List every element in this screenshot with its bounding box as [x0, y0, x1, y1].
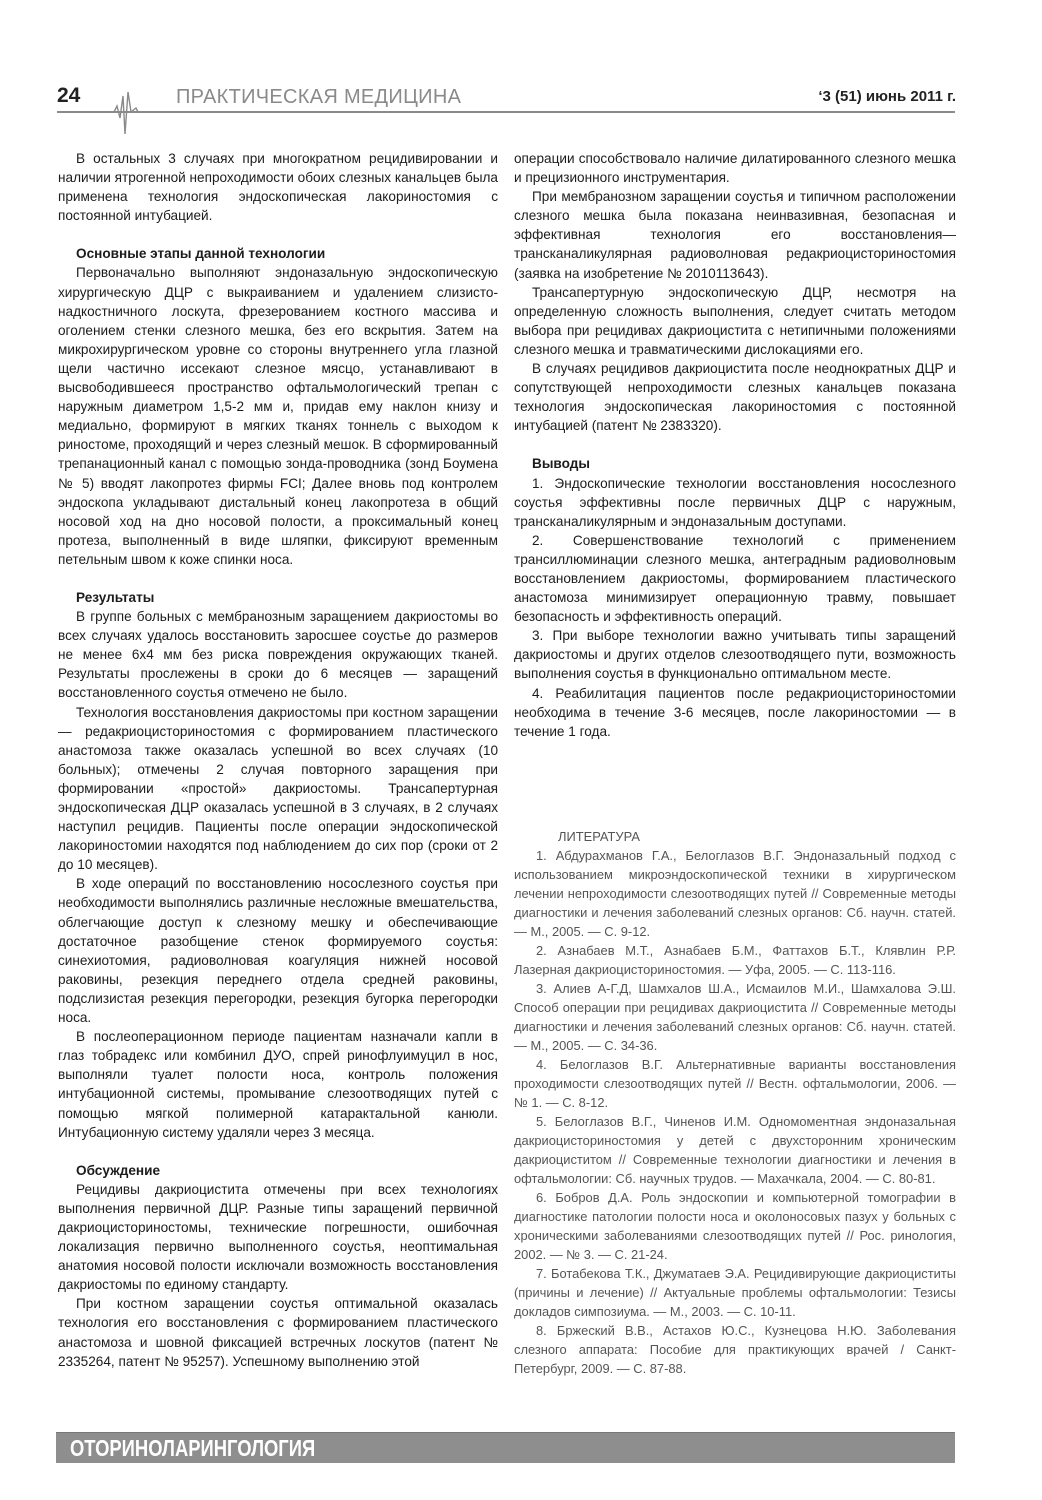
reference-item: 1. Абдурахманов Г.А., Белоглазов В.Г. Эндоназальный подход с использованием микроэндоскопической техники в хирургическом лечении непроходимости слезоотводящих путей // Современные методы диагностики и лечения заболеваний слезных органов: Сб. научн. статей. — М., 2005. — С. 9-12. — [514, 848, 956, 939]
reference-item: 6. Бобров Д.А. Роль эндоскопии и компьютерной томографии в диагностике патологии полости носа и околоносовых пазух у больных с хроническими заболеваниями слезоотводящих путей // Рос. ринология, 2002. — № 3. — С. 21-24. — [514, 1190, 956, 1262]
conclusion-item: 4. Реабилитация пациентов после редакриоцисториностомии необходима в течение 3-6 месяцев, после лакориностомии — в течение 1 года. — [514, 685, 956, 739]
references — [514, 827, 956, 1378]
reference-item: 4. Белоглазов В.Г. Альтернативные варианты восстановления проходимости слезоотводящих путей // Вестн. офтальмологии, 2006. — № 1. — С. 8-12. — [514, 1057, 956, 1110]
right-column — [514, 149, 956, 741]
heartbeat-pulse-icon — [108, 88, 168, 138]
paragraph: При мембранозном заращении соустья и типичном расположении слезного мешка была показана неинвазивная, безопасная и эффективная технология его восстановления— трансканаликулярная радиоволновая редакриоцисториностомия (заявка на изобретение № 2010113643). — [514, 189, 956, 281]
paragraph: Трансапертурную эндоскопическую ДЦР, несмотря на определенную сложность выполнения, следует считать методом выбора при рецидивах дакриоцистита с нетипичными положениями слезного мешка и травматическими дислокациями его. — [514, 284, 956, 357]
conclusion-item: 3. При выборе технологии важно учитывать типы заращений дакриостомы и других отделов слезоотводящего пути, возможность выполнения соустья в функционально оптимальном месте. — [514, 628, 956, 682]
paragraph: Первоначально выполняют эндоназальную эндоскопическую хирургическую ДЦР с выкраиванием и удалением слизисто-надкостничного лоскута, фрезерованием костного массива и оголением стенки слезного мешка, без его вскрытия. Затем на микрохирургическом уровне со стороны внутреннего угла глазной щели частично иссекают слезное мясцо, устанавливают в высвободившееся пространство офтальмологический трепан с наружным диаметром 1,5-2 мм и, придав ему наклон книзу и медиально, формируют в мягких тканях тоннель с выходом к риностоме, проходящий и через слезный мешок. В сформированный трепанационный канал с помощью зонда-проводника (зонд Боумена № 5) вводят лакопротез фирмы FCI; Далее вновь под контролем эндоскопа укладывают дистальный конец лакопротеза в общий носовой ход на дно носовой полости, а проксимальный конец протеза, выполненный в виде шляпки, фиксируют временным петельным швом к коже спинки носа. — [58, 265, 498, 567]
section-heading-stages: Основные этапы данной технологии — [76, 246, 326, 262]
page-number: 24 — [57, 84, 81, 107]
reference-item: 2. Азнабаев М.Т., Азнабаев Б.М., Фаттахов Б.Т., Клявлин Р.Р. Лазерная дакриоцисториностомия. — Уфа, 2005. — С. 113-116. — [514, 943, 956, 977]
paragraph: В ходе операций по восстановлению носослезного соустья при необходимости выполнялись различные несложные вмешательства, облегчающие доступ к слезному мешку и обеспечивающие достаточное разобщение стенок формируемого соустья: синехиотомия, радиоволновая коагуляция нижней носовой раковины, резекция переднего отдела средней раковины, подслизистая резекция перегородки, резекция бугорка перегородки носа. — [58, 876, 498, 1026]
paragraph: При костном заращении соустья оптимальной оказалась технология его восстановления с формированием пластического анастомоза и шовной фиксацией встречных лоскутов (патент № 2335264, патент № 95257). Успешному выполнению этой — [58, 1296, 498, 1369]
paragraph: Рецидивы дакриоцистита отмечены при всех технологиях выполнения первичной ДЦР. Разные типы заращений первичной дакриоцисториностомы, технические погрешности, ошибочная локализация первично выполненного соустья, неоптимальная анатомия носовой полости исключали возможность восстановления дакриостомы по единому стандарту. — [58, 1181, 498, 1293]
paragraph: операции способствовало наличие дилатированного слезного мешка и прецизионного инструментария. — [514, 151, 956, 186]
reference-item: 5. Белоглазов В.Г., Чиненов И.М. Одномоментная эндоназальная дакриоцисториностомия у детей с двухсторонним хроническим дакриоциститом // Современные технологии диагностики и лечения в офтальмологии: Сб. научных трудов. — Махачкала, 2004. — С. 80-81. — [514, 1114, 956, 1186]
header-divider — [57, 111, 955, 113]
section-label: ОТОРИНОЛАРИНГОЛОГИЯ — [70, 1435, 316, 1461]
issue-info: ‘3 (51) июнь 2011 г. — [818, 88, 956, 105]
journal-title: ПРАКТИЧЕСКАЯ МЕДИЦИНА — [176, 86, 462, 108]
reference-item: 3. Алиев А-Г.Д, Шамхалов Ш.А., Исмаилов М.И., Шамхалова Э.Ш. Способ операции при рецидивах дакриоцистита // Современные методы диагностики и лечения заболеваний слезных органов: Сб. научн. статей. — М., 2005. — С. 34-36. — [514, 981, 956, 1053]
left-column — [58, 149, 498, 1371]
references-heading: ЛИТЕРАТУРА — [558, 829, 640, 844]
conclusion-item: 2. Совершенствование технологий с применением трансиллюминации слезного мешка, антеградным радиоволновым восстановлением дакриостомы, формированием пластического анастомоза минимизирует операционную травму, повышает безопасность и эффективность операций. — [514, 532, 956, 625]
paragraph: В группе больных с мембранозным заращением дакриостомы во всех случаях удалось восстановить заросшее соустье до размеров не менее 6х4 мм без риска повреждения окружающих тканей. Результаты прослежены в сроки до 6 месяцев — заращений восстановленного соустья отмечено не было. — [58, 609, 498, 701]
conclusion-item: 1. Эндоскопические технологии восстановления носослезного соустья эффективны после первичных ДЦР с наружным, трансканаликулярным и эндоназальным доступами. — [514, 475, 956, 529]
paragraph: Технология восстановления дакриостомы при костном заращении — редакриоцисториностомия с формированием пластического анастомоза также оказалась успешной во всех случаях (10 больных); отмечены 2 случая повторного заращения при формировании «простой» дакриостомы. Трансапертурная эндоскопическая ДЦР оказалась успешной в 3 случаях, в 2 случаях наступил рецидив. Пациенты после операции эндоскопической лакориностомии находятся под наблюдением до сих пор (сроки от 2 до 10 месяцев). — [58, 704, 498, 873]
paragraph: В случаях рецидивов дакриоцистита после неоднократных ДЦР и сопутствующей непроходимости слезных канальцев показана технология эндоскопическая лакориностомия с постоянной интубацией (патент № 2383320). — [514, 361, 956, 434]
section-heading-conclusions: Выводы — [532, 456, 590, 472]
section-footer-bar — [56, 1432, 955, 1463]
section-heading-results: Результаты — [76, 589, 155, 605]
section-heading-discussion: Обсуждение — [76, 1162, 161, 1178]
reference-item: 7. Ботабекова Т.К., Джуматаев Э.А. Рецидивирующие дакриоциститы (причины и лечение) // Актуальные проблемы офтальмологии: Тезисы докладов симпозиума. — М., 2003. — С. 10-11. — [514, 1266, 956, 1319]
paragraph: В послеоперационном периоде пациентам назначали капли в глаз тобрадекс или комбинил ДУО, спрей ринофлуимуцил в нос, выполняли туалет полости носа, контроль положения интубационной системы, промывание слезоотводящих путей с помощью мягкой полимерной катарактальной канюли. Интубационную систему удаляли через 3 месяца. — [58, 1029, 498, 1140]
paragraph: В остальных 3 случаях при многократном рецидивировании и наличии ятрогенной непроходимости обоих слезных канальцев была применена технология эндоскопическая лакориностомия с постоянной интубацией. — [58, 151, 498, 224]
reference-item: 8. Бржеский В.В., Астахов Ю.С., Кузнецова Н.Ю. Заболевания слезного аппарата: Пособие для практикующих врачей / Санкт-Петербург, 2009. — С. 87-88. — [514, 1323, 956, 1376]
